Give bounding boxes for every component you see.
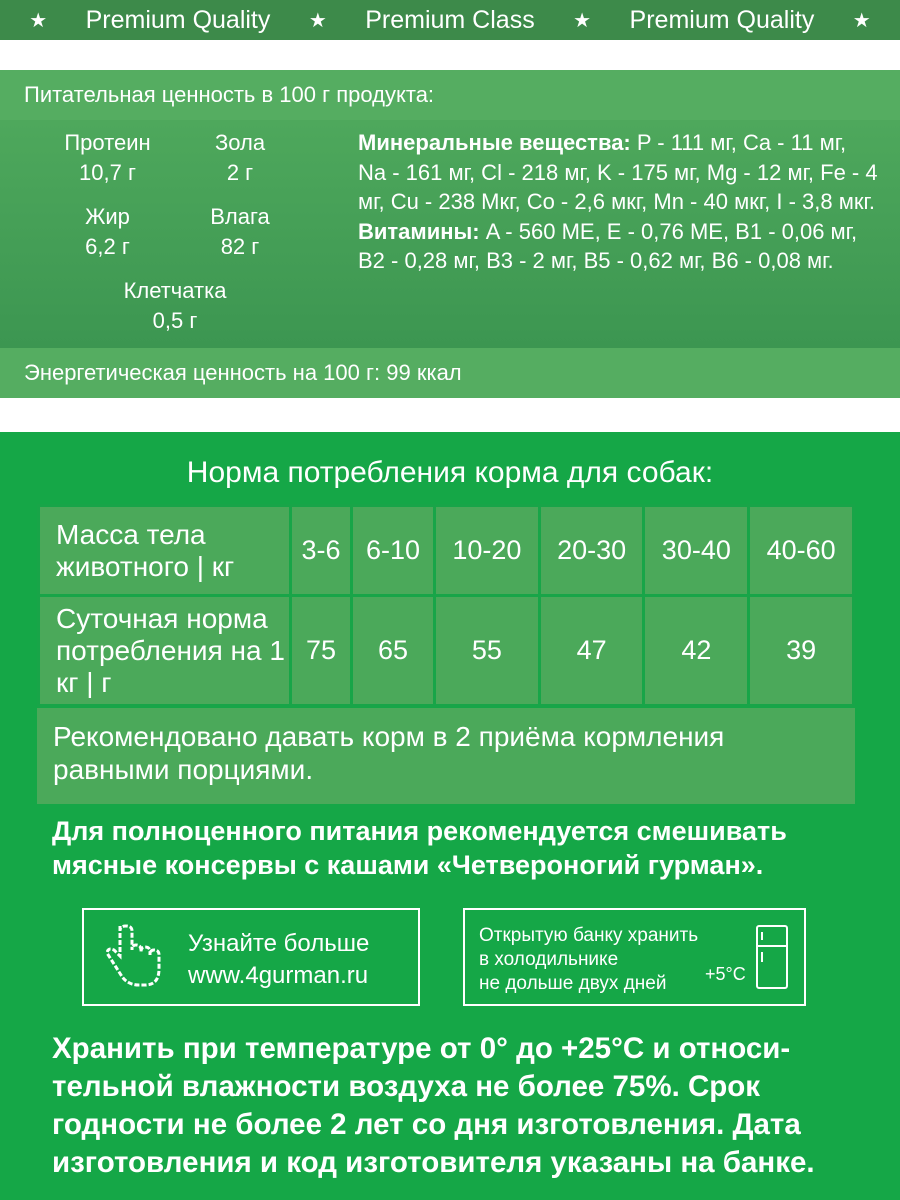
protein-cell [40, 128, 175, 188]
row-header-amount: Суточная норма потребления на 1 кг | г [39, 596, 291, 706]
fat-value: 6,2 г [85, 234, 130, 259]
amount-cell: 55 [435, 596, 540, 706]
minerals-vitamins-text [358, 128, 878, 276]
vitamins-text: A - 560 МЕ, E - 0,76 МЕ, B1 - 0,06 мг, B2 - 0,28 мг, B3 - 2 мг, B5 - 0,62 мг, B6 - 0,08 мг. [358, 218, 858, 273]
table-row [39, 596, 854, 706]
storage-conditions: Хранить при температуре от 0° до +25°C и относи-тельной влажности воздуха не более 75%. Срок годности не более 2 лет со дня изготовления. Дата изготовления и код изготовителя указаны на банке. [52, 1032, 815, 1179]
feeding-recommendation: Рекомендовано давать корм в 2 приёма кормления равными порциями. [37, 708, 855, 804]
protein-name: Протеин [64, 130, 151, 155]
banner-label-2: Premium Class [365, 5, 535, 34]
protein-value: 10,7 г [79, 160, 136, 185]
weight-cell: 30-40 [644, 506, 749, 596]
minerals-label: Минеральные вещества: [358, 130, 631, 155]
feeding-section [0, 432, 900, 1200]
learn-more-box[interactable] [82, 908, 420, 1006]
moisture-name: Влага [210, 204, 270, 229]
table-row [39, 506, 854, 596]
weight-cell: 40-60 [749, 506, 854, 596]
mix-note: Для полноценного питания рекомендуется смешивать мясные консервы с кашами «Четвероногий гурман». [52, 816, 787, 880]
moisture-value: 82 г [220, 234, 260, 259]
fridge-temperature: +5°C [705, 964, 746, 984]
nutrition-body [0, 120, 900, 348]
star-icon: ★ [29, 9, 48, 32]
fridge-storage-box [463, 908, 806, 1006]
star-icon: ★ [852, 9, 871, 32]
ash-value: 2 г [226, 160, 254, 185]
premium-banner [0, 0, 900, 40]
amount-cell: 39 [749, 596, 854, 706]
nutrition-panel [0, 70, 900, 398]
energy-value: Энергетическая ценность на 100 г: 99 ккал [0, 348, 900, 398]
fridge-storage-text [479, 924, 698, 996]
amount-cell: 42 [644, 596, 749, 706]
banner-label-3: Premium Quality [629, 5, 815, 34]
fridge-line-1: Открытую банку хранить [479, 925, 699, 946]
fiber-value: 0,5 г [152, 308, 198, 333]
website-link[interactable]: www.4gurman.ru [188, 962, 369, 989]
pointing-hand-icon [106, 922, 168, 992]
fat-name: Жир [85, 204, 130, 229]
ash-cell [180, 128, 300, 188]
weight-cell: 6-10 [352, 506, 435, 596]
fridge-line-3: не дольше двух дней [479, 973, 667, 994]
norm-title: Норма потребления корма для собак: [186, 456, 714, 489]
moisture-cell [180, 202, 300, 262]
fiber-name: Клетчатка [123, 278, 227, 303]
fridge-icon [755, 924, 789, 990]
amount-cell: 75 [291, 596, 352, 706]
feeding-norm-table [37, 504, 855, 707]
nutrition-header: Питательная ценность в 100 г продукта: [0, 70, 900, 120]
minerals-text: P - 111 мг, Ca - 11 мг, Na - 161 мг, Cl - 218 мг, K - 175 мг, Mg - 12 мг, Fe - 4 мг, Cu - 238 Мкг, Co - 2,6 мкг, Mn - 40 мкг, I - 3,8 мкг. [358, 130, 878, 214]
star-icon: ★ [573, 9, 592, 32]
fat-cell [40, 202, 175, 262]
learn-more-text [188, 928, 369, 992]
amount-cell: 47 [539, 596, 644, 706]
weight-cell: 10-20 [435, 506, 540, 596]
weight-cell: 20-30 [539, 506, 644, 596]
row-header-weight: Масса тела животного | кг [39, 506, 291, 596]
amount-cell: 65 [352, 596, 435, 706]
star-icon: ★ [308, 9, 327, 32]
learn-more-label: Узнайте больше [188, 930, 370, 957]
banner-label-1: Premium Quality [85, 5, 271, 34]
fridge-line-2: в холодильнике [479, 949, 619, 970]
weight-cell: 3-6 [291, 506, 352, 596]
vitamins-label: Витамины: [358, 218, 480, 244]
ash-name: Зола [214, 130, 266, 155]
fiber-cell [80, 276, 270, 336]
